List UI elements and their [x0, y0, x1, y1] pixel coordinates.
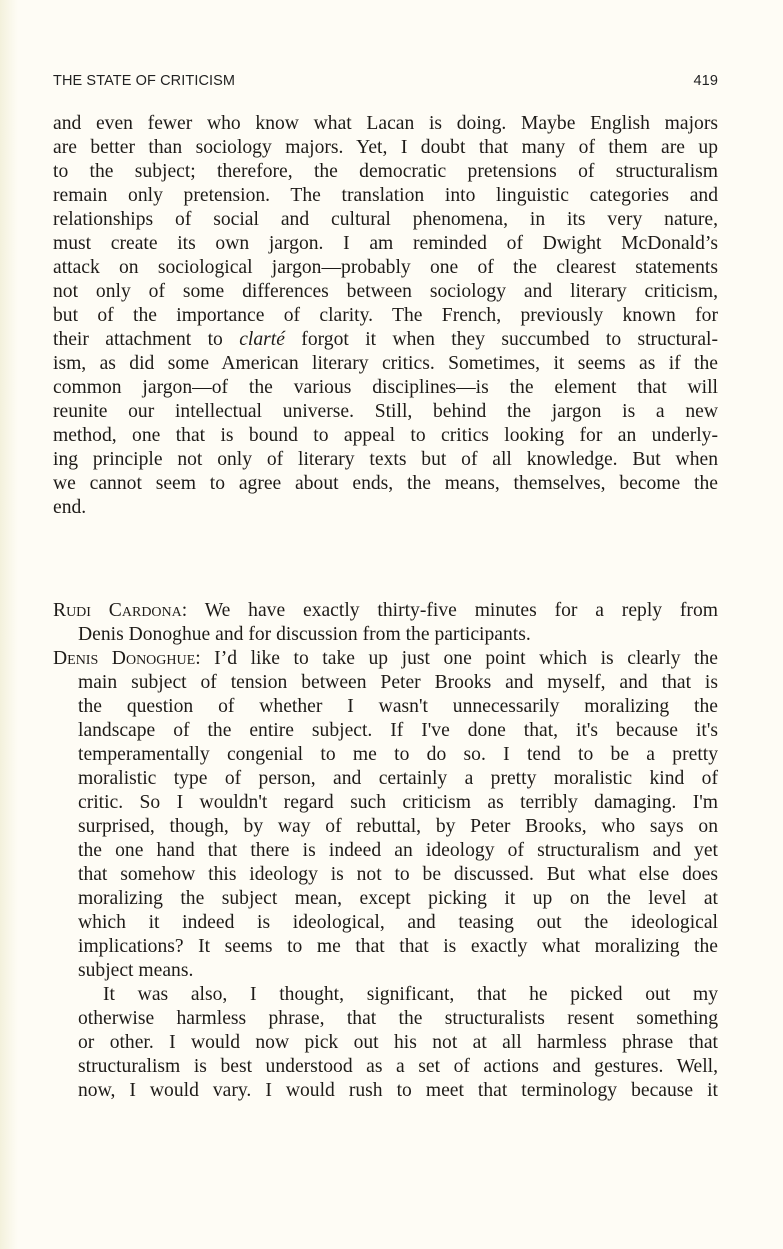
text-run: their attachment to — [53, 329, 240, 350]
text-line: remain only pretension. The translation into linguistic categories and — [53, 185, 718, 206]
text-line: to the subject; therefore, the democratic pretensions of structuralism — [53, 161, 718, 182]
text-line: surprised, though, by way of rebuttal, by Peter Brooks, who says on — [78, 816, 718, 837]
text-line: must create its own jargon. I am reminded of Dwight McDonald’s — [53, 233, 718, 254]
text-line: method, one that is bound to appeal to critics looking for an underly- — [53, 425, 718, 446]
text-run: : We have exactly thirty-five minutes for a reply from — [181, 600, 718, 621]
text-line: ism, as did some American literary critics. Sometimes, it seems as if the — [53, 353, 718, 374]
page-edge-shadow — [0, 0, 18, 1249]
text-line: main subject of tension between Peter Brooks and myself, and that is — [78, 672, 718, 693]
running-head-title: THE STATE OF CRITICISM — [53, 73, 236, 89]
text-line: It was also, I thought, significant, that he picked out my — [103, 984, 718, 1005]
text-line: end. — [53, 497, 87, 518]
text-line: are better than sociology majors. Yet, I doubt that many of them are up — [53, 137, 718, 158]
text-line: subject means. — [78, 960, 194, 981]
text-line — [53, 328, 718, 352]
text-line: ing principle not only of literary texts but of all knowledge. But when — [53, 449, 718, 470]
text-line: attack on sociological jargon—probably one of the clearest statements — [53, 257, 718, 278]
text-line: otherwise harmless phrase, that the structuralists resent something — [78, 1008, 718, 1029]
text-line: structuralism is best understood as a set of actions and gestures. Well, — [78, 1056, 718, 1077]
speaker-name: Denis Donoghue — [53, 648, 196, 669]
text-line: that somehow this ideology is not to be discussed. But what else does — [78, 864, 718, 885]
text-line — [53, 647, 718, 671]
text-line: relationships of social and cultural phenomena, in its very nature, — [53, 209, 718, 230]
text-line: not only of some differences between sociology and literary criticism, — [53, 281, 718, 302]
text-run: forgot it when they succumbed to structural- — [284, 329, 718, 350]
text-line: landscape of the entire subject. If I've done that, it's because it's — [78, 720, 718, 741]
page-number: 419 — [693, 73, 718, 89]
text-line: and even fewer who know what Lacan is doing. Maybe English majors — [53, 113, 718, 134]
text-line: Denis Donoghue and for discussion from the participants. — [78, 624, 531, 645]
text-line: common jargon—of the various disciplines—is the element that will — [53, 377, 718, 398]
text-line: moralizing the subject mean, except picking it up on the level at — [78, 888, 718, 909]
text-line: critic. So I wouldn't regard such criticism as terribly damaging. I'm — [78, 792, 718, 813]
text-line: we cannot seem to agree about ends, the means, themselves, become the — [53, 473, 718, 494]
text-line: the one hand that there is indeed an ideology of structuralism and yet — [78, 840, 718, 861]
text-line: implications? It seems to me that that is exactly what moralizing the — [78, 936, 718, 957]
text-line: reunite our intellectual universe. Still, behind the jargon is a new — [53, 401, 718, 422]
italic-word-clarte: clarté — [239, 329, 285, 350]
text-line: or other. I would now pick out his not at all harmless phrase that — [78, 1032, 718, 1053]
text-run: : I’d like to take up just one point which is clearly the — [195, 648, 718, 669]
text-line: temperamentally congenial to me to do so. I tend to be a pretty — [78, 744, 718, 765]
text-line: which it indeed is ideological, and teasing out the ideological — [78, 912, 718, 933]
text-line: moralistic type of person, and certainly a pretty moralistic kind of — [78, 768, 718, 789]
text-line — [53, 599, 718, 623]
text-line: the question of whether I wasn't unnecessarily moralizing the — [78, 696, 718, 717]
speaker-name: Rudi Cardona — [53, 600, 182, 621]
text-line: but of the importance of clarity. The French, previously known for — [53, 305, 718, 326]
text-line: now, I would vary. I would rush to meet that terminology because it — [78, 1080, 718, 1101]
